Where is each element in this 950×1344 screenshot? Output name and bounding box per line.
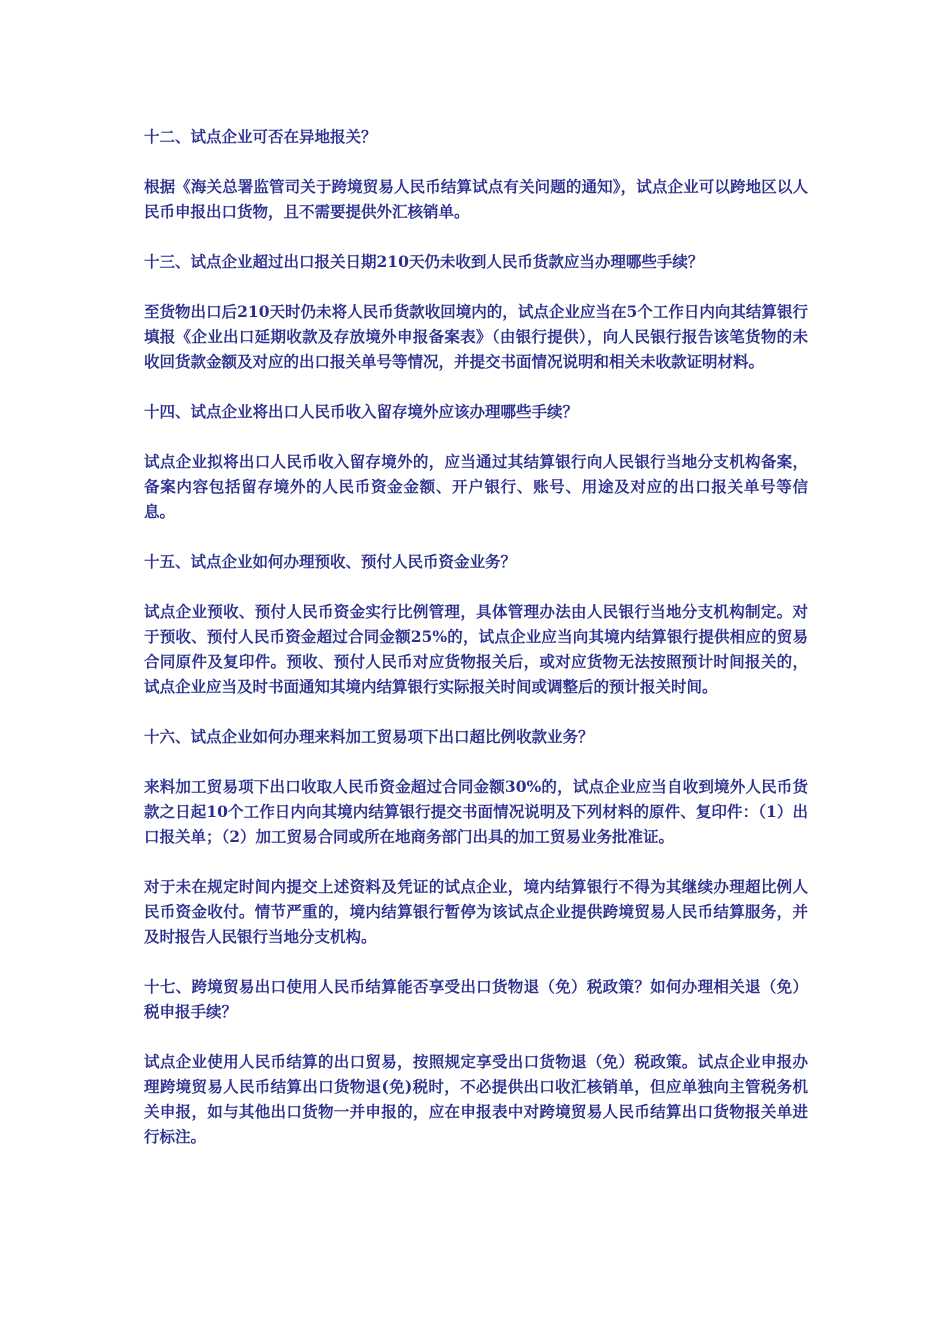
answer-14: 试点企业拟将出口人民币收入留存境外的，应当通过其结算银行向人民银行当地分支机构备案，备案内容包括留存境外的人民币资金金额、开户银行、账号、用途及对应的出口报关单号等信息。: [144, 452, 808, 521]
answer-12: 根据《海关总署监管司关于跨境贸易人民币结算试点有关问题的通知》，试点企业可以跨地区以人民币申报出口货物，且不需要提供外汇核销单。: [144, 177, 808, 221]
question-13: 十三、试点企业超过出口报关日期210天仍未收到人民币货款应当办理哪些手续？: [144, 252, 704, 271]
question-15: 十五、试点企业如何办理预收、预付人民币资金业务？: [144, 552, 517, 571]
answer-15: 试点企业预收、预付人民币资金实行比例管理，具体管理办法由人民银行当地分支机构制定。对于预收、预付人民币资金超过合同金额25%的，试点企业应当向其境内结算银行提供相应的贸易合同原件及复印件。预收、预付人民币对应货物报关后，或对应货物无法按照预计时间报关的，试点企业应当及时书面通知其境内结算银行实际报关时间或调整后的预计报关时间。: [144, 602, 808, 696]
answer-16-paragraph-2: 对于未在规定时间内提交上述资料及凭证的试点企业，境内结算银行不得为其继续办理超比例人民币资金收付。情节严重的，境内结算银行暂停为该试点企业提供跨境贸易人民币结算服务，并及时报告人民银行当地分支机构。: [144, 877, 808, 946]
question-12: 十二、试点企业可否在异地报关？: [144, 127, 377, 146]
document-body: [144, 124, 808, 1174]
question-16: 十六、试点企业如何办理来料加工贸易项下出口超比例收款业务？: [144, 727, 594, 746]
answer-16-paragraph-1: 来料加工贸易项下出口收取人民币资金超过合同金额30%的，试点企业应当自收到境外人民币货款之日起10个工作日内向其境内结算银行提交书面情况说明及下列材料的原件、复印件：（1）出口报关单；（2）加工贸易合同或所在地商务部门出具的加工贸易业务批准证。: [144, 777, 808, 846]
answer-17: 试点企业使用人民币结算的出口贸易，按照规定享受出口货物退（免）税政策。试点企业申报办理跨境贸易人民币结算出口货物退(免)税时，不必提供出口收汇核销单，但应单独向主管税务机关申报，如与其他出口货物一并申报的，应在申报表中对跨境贸易人民币结算出口货物报关单进行标注。: [144, 1052, 808, 1146]
question-17: 十七、跨境贸易出口使用人民币结算能否享受出口货物退（免）税政策？如何办理相关退（免）税申报手续？: [144, 977, 808, 1021]
answer-13: 至货物出口后210天时仍未将人民币货款收回境内的，试点企业应当在5个工作日内向其结算银行填报《企业出口延期收款及存放境外申报备案表》（由银行提供），向人民银行报告该笔货物的未收回货款金额及对应的出口报关单号等情况，并提交书面情况说明和相关未收款证明材料。: [144, 302, 808, 371]
question-14: 十四、试点企业将出口人民币收入留存境外应该办理哪些手续？: [144, 402, 579, 421]
